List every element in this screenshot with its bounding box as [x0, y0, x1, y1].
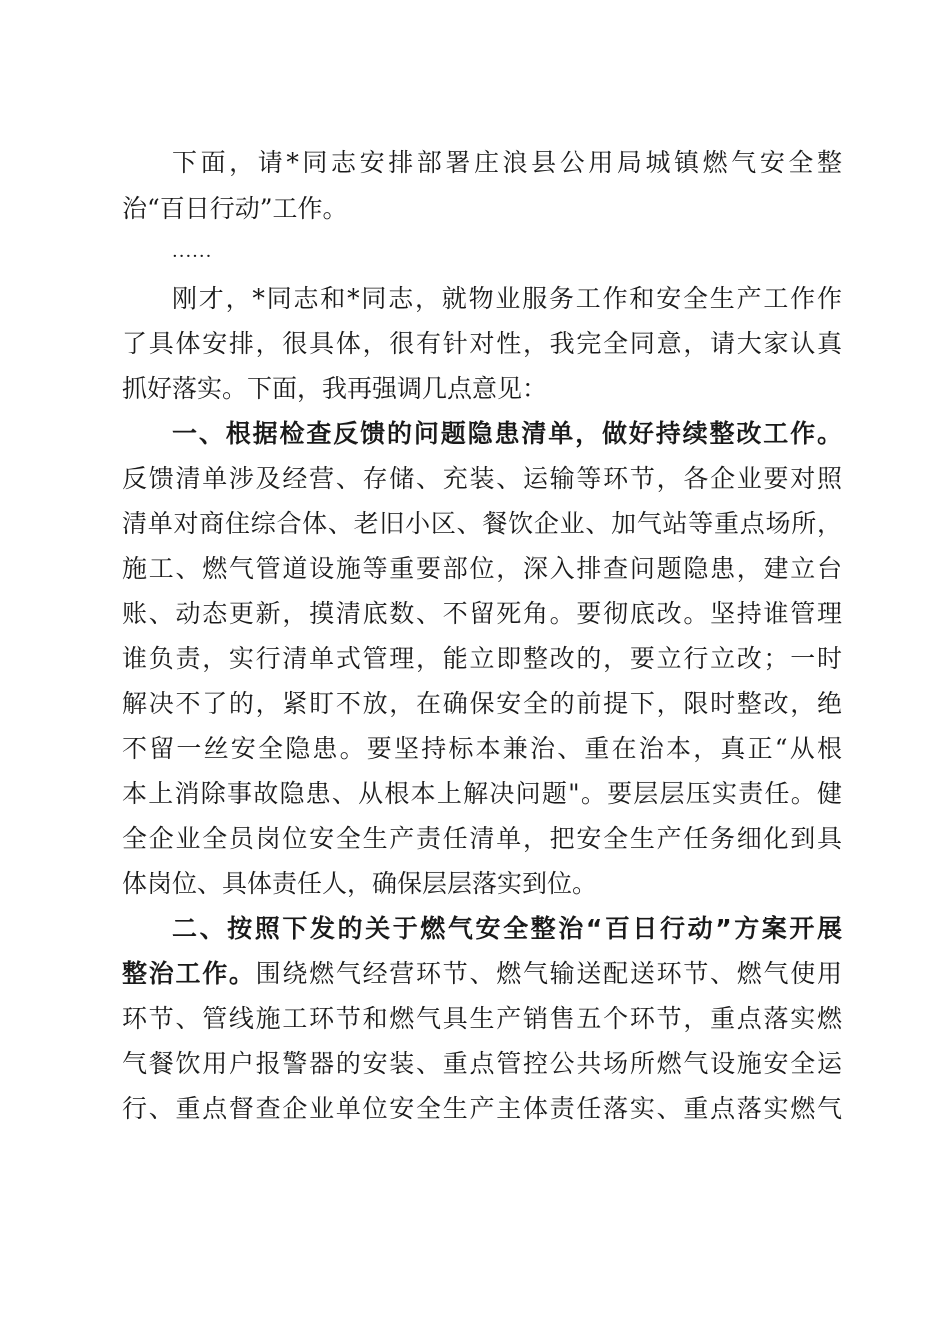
paragraph-1-line-1: 下面，请*同志安排部署庄浪县公用局城镇燃气安全整: [172, 148, 842, 177]
paragraph-2-line-2: 了具体安排，很具体，很有针对性，我完全同意，请大家认真: [122, 329, 842, 358]
section-1-line-1: 反馈清单涉及经营、存储、充装、运输等环节，各企业要对照: [122, 464, 842, 493]
section-1-line-7: 不留一丝安全隐患。要坚持标本兼治、重在治本，真正“从根: [122, 734, 842, 763]
section-1-line-4: 账、动态更新，摸清底数、不留死角。要彻底改。坚持谁管理: [122, 599, 842, 628]
section-2-line-2: [122, 954, 842, 994]
section-1-line-2: 清单对商住综合体、老旧小区、餐饮企业、加气站等重点场所，: [122, 509, 842, 538]
section-2-heading-line-2: 整治工作。: [122, 959, 256, 988]
section-2-line-4: 气餐饮用户报警器的安装、重点管控公共场所燃气设施安全运: [122, 1049, 842, 1078]
section-1-line-5: 谁负责，实行清单式管理，能立即整改的，要立行立改；一时: [122, 644, 842, 673]
section-1-line-6: 解决不了的，紧盯不放，在确保安全的前提下，限时整改，绝: [122, 689, 842, 718]
ellipsis: ······: [172, 246, 213, 267]
section-1-line-3: 施工、燃气管道设施等重要部位，深入排查问题隐患，建立台: [122, 554, 842, 583]
section-2-line-5: 行、重点督查企业单位安全生产主体责任落实、重点落实燃气: [122, 1094, 842, 1123]
section-1-line-9: 全企业全员岗位安全生产责任清单，把安全生产任务细化到具: [122, 824, 842, 853]
paragraph-1-line-2: 治“百日行动”工作。: [122, 194, 348, 223]
section-1-line-8: 本上消除事故隐患、从根本上解决问题"。要层层压实责任。健: [122, 779, 842, 808]
section-2-line-2-text: 围绕燃气经营环节、燃气输送配送环节、燃气使用: [255, 959, 842, 988]
paragraph-2-line-3: 抓好落实。下面，我再强调几点意见：: [122, 374, 548, 403]
section-2-heading-line-1: 二、按照下发的关于燃气安全整治“百日行动”方案开展: [172, 914, 842, 943]
section-2-line-3: 环节、管线施工环节和燃气具生产销售五个环节，重点落实燃: [122, 1004, 842, 1033]
paragraph-2-line-1: 刚才，*同志和*同志，就物业服务工作和安全生产工作作: [172, 284, 842, 313]
section-1-line-10: 体岗位、具体责任人，确保层层落实到位。: [122, 869, 598, 898]
section-1-heading: 一、根据检查反馈的问题隐患清单，做好持续整改工作。: [172, 419, 842, 448]
